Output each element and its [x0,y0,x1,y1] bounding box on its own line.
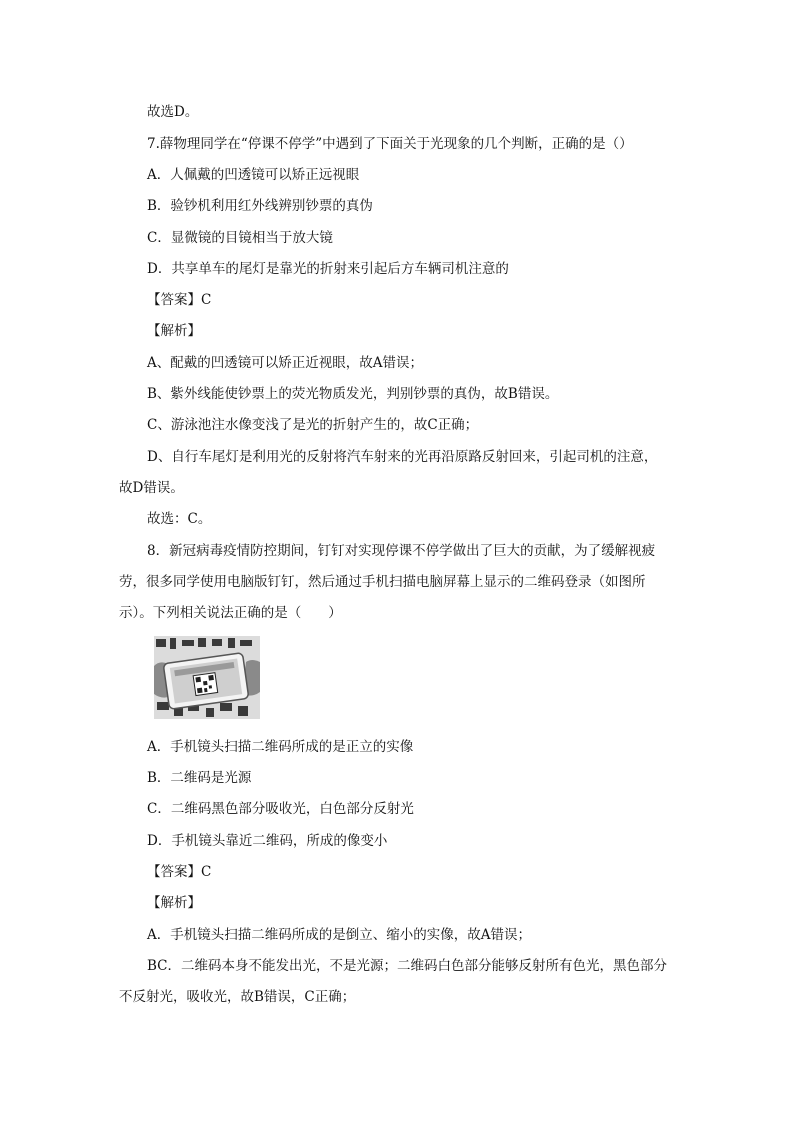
phone-scanning-qr-image [154,636,260,719]
question-8: 8．新冠病毒疫情防控期间，钉钉对实现停课不停学做出了巨大的贡献，为了缓解视疲 [147,543,656,559]
question-7: 7.薛物理同学在“停课不停学”中遇到了下面关于光现象的几个判断，正确的是（） [147,136,633,152]
analysis-line: D、自行车尾灯是利用光的反射将汽车射来的光再沿原路反射回来，引起司机的注意， [147,449,658,465]
option-d: D．手机镜头靠近二维码，所成的像变小 [147,833,388,849]
text-line: 故选D。 [147,104,199,120]
option-a: A．人佩戴的凹透镜可以矫正远视眼 [147,167,360,183]
option-b: B．二维码是光源 [147,770,252,786]
option-b: B．验钞机利用红外线辨别钞票的真伪 [147,198,373,214]
answer-label: 【答案】C [147,292,212,308]
analysis-line: A．手机镜头扫描二维码所成的是倒立、缩小的实像，故A错误； [147,927,531,943]
analysis-line: B、紫外线能使钞票上的荧光物质发光，判别钞票的真伪，故B错误。 [147,386,559,402]
analysis-line: 故D错误。 [119,480,184,496]
analysis-label: 【解析】 [147,895,201,911]
question-8-cont: 劳，很多同学使用电脑版钉钉，然后通过手机扫描电脑屏幕上显示的二维码登录（如图所 [119,574,646,590]
conclusion-line: 故选：C。 [147,511,212,527]
analysis-line: BC．二维码本身不能发出光，不是光源；二维码白色部分能够反射所有色光，黑色部分 [147,958,667,974]
analysis-line: 不反射光，吸收光，故B错误，C正确； [119,989,356,1005]
option-a: A．手机镜头扫描二维码所成的是正立的实像 [147,739,414,755]
answer-label: 【答案】C [147,864,212,880]
option-c: C．二维码黑色部分吸收光，白色部分反射光 [147,801,414,817]
option-d: D．共享单车的尾灯是靠光的折射来引起后方车辆司机注意的 [147,261,509,277]
question-8-cont: 示）。下列相关说法正确的是（ ） [119,605,342,621]
analysis-line: C、游泳池注水像变浅了是光的折射产生的，故C正确； [147,417,479,433]
analysis-line: A、配戴的凹透镜可以矫正近视眼，故A错误； [147,355,423,371]
analysis-label: 【解析】 [147,323,201,339]
option-c: C．显微镜的目镜相当于放大镜 [147,230,333,246]
